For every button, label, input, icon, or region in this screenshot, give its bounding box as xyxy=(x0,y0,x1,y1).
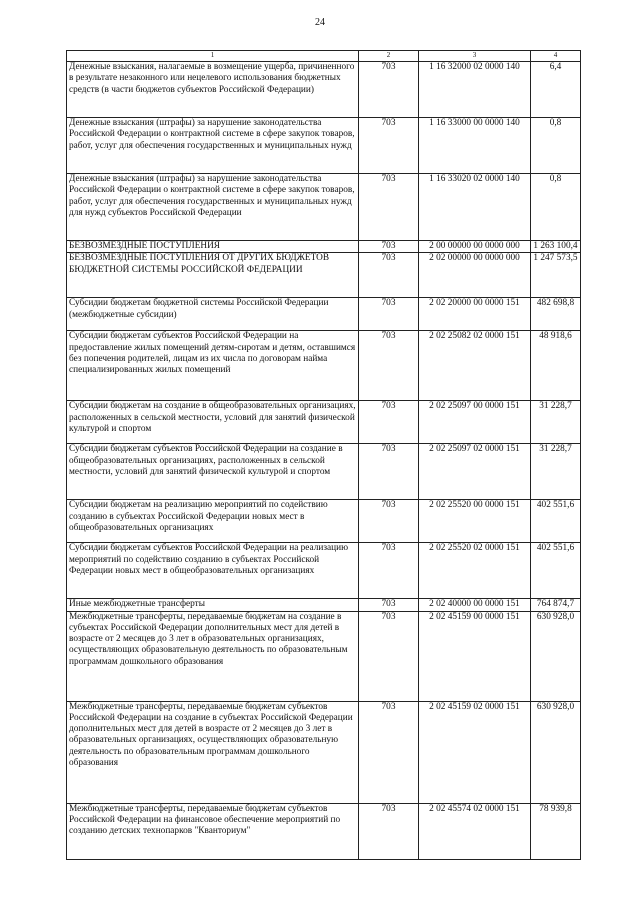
table-row xyxy=(67,241,581,253)
row-admin-code: 703 xyxy=(359,611,419,701)
row-name: Субсидии бюджетам субъектов Российской Федерации на реализацию мероприятий по содействию созданию в субъектах Российской Федерации новых мест в общеобразовательных организациях xyxy=(67,543,359,599)
row-amount: 31 228,7 xyxy=(531,401,581,444)
row-name: Иные межбюджетные трансферты xyxy=(67,599,359,611)
row-admin-code: 703 xyxy=(359,543,419,599)
table-row xyxy=(67,701,581,803)
row-budget-code: 1 16 33020 02 0000 140 xyxy=(419,174,531,241)
page-number: 24 xyxy=(315,17,325,28)
row-amount: 78 939,8 xyxy=(531,803,581,859)
row-amount: 402 551,6 xyxy=(531,500,581,543)
row-amount: 6,4 xyxy=(531,62,581,118)
row-admin-code: 703 xyxy=(359,500,419,543)
row-admin-code: 703 xyxy=(359,62,419,118)
row-admin-code: 703 xyxy=(359,444,419,500)
row-amount: 1 263 100,4 xyxy=(531,241,581,253)
column-header: 4 xyxy=(531,51,581,62)
row-name: БЕЗВОЗМЕЗДНЫЕ ПОСТУПЛЕНИЯ ОТ ДРУГИХ БЮДЖЕТОВ БЮДЖЕТНОЙ СИСТЕМЫ РОССИЙСКОЙ ФЕДЕРАЦИИ xyxy=(67,253,359,298)
row-budget-code: 2 02 45159 02 0000 151 xyxy=(419,701,531,803)
table-row xyxy=(67,444,581,500)
table-row xyxy=(67,118,581,174)
table-row xyxy=(67,298,581,331)
row-amount: 0,8 xyxy=(531,118,581,174)
row-amount: 1 247 573,5 xyxy=(531,253,581,298)
row-amount: 0,8 xyxy=(531,174,581,241)
row-name: Денежные взыскания (штрафы) за нарушение законодательства Российской Федерации о контрактной системе в сфере закупок товаров, работ, услуг для обеспечения государственных и муниципальных нужд xyxy=(67,118,359,174)
table-row xyxy=(67,174,581,241)
row-budget-code: 2 02 25520 00 0000 151 xyxy=(419,500,531,543)
row-budget-code: 2 02 45574 02 0000 151 xyxy=(419,803,531,859)
row-budget-code: 2 02 00000 00 0000 000 xyxy=(419,253,531,298)
row-admin-code: 703 xyxy=(359,174,419,241)
row-name: Субсидии бюджетам субъектов Российской Федерации на создание в общеобразовательных организациях, расположенных в сельской местности, условий для занятий физической культурой и спортом xyxy=(67,444,359,500)
table-row xyxy=(67,331,581,401)
row-budget-code: 2 02 20000 00 0000 151 xyxy=(419,298,531,331)
row-name: Субсидии бюджетам субъектов Российской Федерации на предоставление жилых помещений детям-сиротам и детям, оставшимся без попечения родителей, лицам из их числа по договорам найма специализированных жилых помещений xyxy=(67,331,359,401)
table-row xyxy=(67,611,581,701)
row-name: Субсидии бюджетам бюджетной системы Российской Федерации (межбюджетные субсидии) xyxy=(67,298,359,331)
row-budget-code: 2 00 00000 00 0000 000 xyxy=(419,241,531,253)
table-row xyxy=(67,253,581,298)
row-admin-code: 703 xyxy=(359,599,419,611)
row-budget-code: 1 16 33000 00 0000 140 xyxy=(419,118,531,174)
budget-table xyxy=(66,50,581,860)
row-admin-code: 703 xyxy=(359,701,419,803)
row-budget-code: 2 02 40000 00 0000 151 xyxy=(419,599,531,611)
row-amount: 630 928,0 xyxy=(531,611,581,701)
header-row xyxy=(67,51,581,62)
row-budget-code: 2 02 25097 02 0000 151 xyxy=(419,444,531,500)
row-name: Межбюджетные трансферты, передаваемые бюджетам субъектов Российской Федерации на финансовое обеспечение мероприятий по созданию детских технопарков "Кванториум" xyxy=(67,803,359,859)
table-row xyxy=(67,599,581,611)
row-amount: 482 698,8 xyxy=(531,298,581,331)
table-row xyxy=(67,543,581,599)
row-admin-code: 703 xyxy=(359,241,419,253)
row-admin-code: 703 xyxy=(359,401,419,444)
row-name: Межбюджетные трансферты, передаваемые бюджетам субъектов Российской Федерации на создание в субъектах Российской Федерации дополнительных мест для детей в возрасте от 2 месяцев до 3 лет в образовательных организациях, осуществляющих образовательную деятельность по образовательным программам дошкольного образования xyxy=(67,701,359,803)
row-budget-code: 2 02 25097 00 0000 151 xyxy=(419,401,531,444)
row-amount: 31 228,7 xyxy=(531,444,581,500)
table-row xyxy=(67,62,581,118)
table-row xyxy=(67,401,581,444)
row-budget-code: 2 02 45159 00 0000 151 xyxy=(419,611,531,701)
row-name: Межбюджетные трансферты, передаваемые бюджетам на создание в субъектах Российской Федерации дополнительных мест для детей в возрасте от 2 месяцев до 3 лет в образовательных организациях, осуществляющих образовательную деятельность по образовательным программам дошкольного образования xyxy=(67,611,359,701)
row-admin-code: 703 xyxy=(359,331,419,401)
row-budget-code: 2 02 25082 02 0000 151 xyxy=(419,331,531,401)
column-header: 1 xyxy=(67,51,359,62)
column-header: 3 xyxy=(419,51,531,62)
table-row xyxy=(67,803,581,859)
row-name: Субсидии бюджетам на создание в общеобразовательных организациях, расположенных в сельской местности, условий для занятий физической культурой и спортом xyxy=(67,401,359,444)
row-name: Денежные взыскания, налагаемые в возмещение ущерба, причиненного в результате незаконного или нецелевого использования бюджетных средств (в части бюджетов субъектов Российской Федерации) xyxy=(67,62,359,118)
row-amount: 630 928,0 xyxy=(531,701,581,803)
row-admin-code: 703 xyxy=(359,298,419,331)
row-admin-code: 703 xyxy=(359,118,419,174)
row-admin-code: 703 xyxy=(359,803,419,859)
row-name: Субсидии бюджетам на реализацию мероприятий по содействию созданию в субъектах Российской Федерации новых мест в общеобразовательных организациях xyxy=(67,500,359,543)
row-name: Денежные взыскания (штрафы) за нарушение законодательства Российской Федерации о контрактной системе в сфере закупок товаров, работ, услуг для обеспечения государственных и муниципальных нужд для нужд субъектов Российской Федерации xyxy=(67,174,359,241)
row-amount: 764 874,7 xyxy=(531,599,581,611)
row-admin-code: 703 xyxy=(359,253,419,298)
row-budget-code: 2 02 25520 02 0000 151 xyxy=(419,543,531,599)
row-budget-code: 1 16 32000 02 0000 140 xyxy=(419,62,531,118)
column-header: 2 xyxy=(359,51,419,62)
row-amount: 48 918,6 xyxy=(531,331,581,401)
row-name: БЕЗВОЗМЕЗДНЫЕ ПОСТУПЛЕНИЯ xyxy=(67,241,359,253)
row-amount: 402 551,6 xyxy=(531,543,581,599)
table-row xyxy=(67,500,581,543)
